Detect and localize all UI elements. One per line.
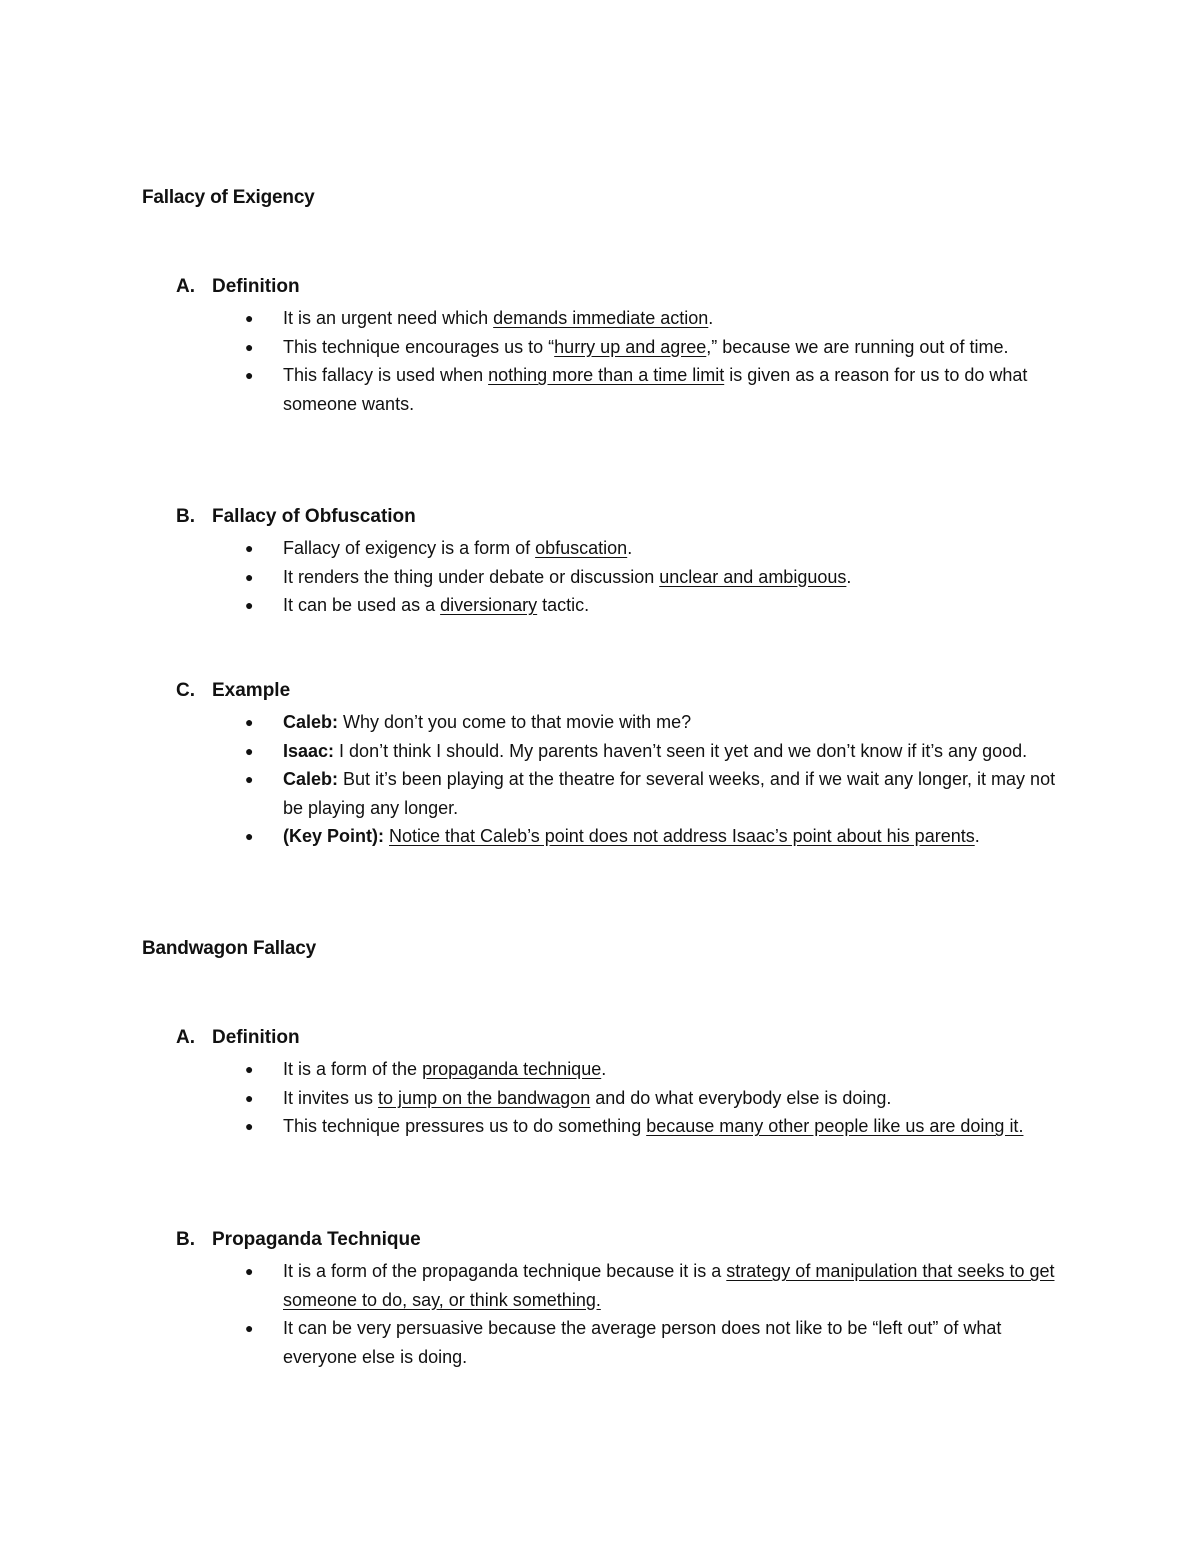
subsection-title: Propaganda Technique (212, 1229, 421, 1250)
bullet-icon: ● (245, 1320, 254, 1336)
subsection-letter: C. (176, 680, 195, 701)
subsection-letter: A. (176, 276, 195, 297)
list-item: ● It is a form of the propaganda technique because it is a strategy of manipulation that seeks to get someone to do, say, or think something. (0, 1257, 1073, 1314)
list-item: ● (Key Point): Notice that Caleb’s point does not address Isaac’s point about his parents. (0, 822, 1073, 851)
bullet-list (0, 708, 1073, 851)
subsection-title: Definition (212, 1027, 300, 1048)
section-title: Fallacy of Exigency (142, 187, 315, 208)
list-item: ● This technique encourages us to “hurry up and agree,” because we are running out of time. (0, 333, 1073, 362)
bullet-icon: ● (245, 1118, 254, 1134)
list-item: ● It is a form of the propaganda technique. (0, 1055, 1073, 1084)
subsection-letter: B. (176, 1229, 195, 1250)
list-item: ● It can be used as a diversionary tactic. (0, 591, 1073, 620)
bullet-icon: ● (245, 771, 254, 787)
list-item: ● Caleb: Why don’t you come to that movie with me? (0, 708, 1073, 737)
list-item: ● This fallacy is used when nothing more than a time limit is given as a reason for us to do what someone wants. (0, 361, 1073, 418)
bullet-icon: ● (245, 310, 254, 326)
bullet-icon: ● (245, 568, 254, 585)
bullet-icon: ● (245, 1263, 254, 1279)
subsection-title: Example (212, 680, 291, 701)
subsection-heading (176, 1027, 300, 1049)
subsection-heading (176, 276, 300, 298)
bullet-icon: ● (245, 540, 254, 556)
subsection-letter: A. (176, 1027, 195, 1048)
subsection-title: Definition (212, 276, 300, 297)
bullet-list (0, 1257, 1073, 1371)
subsection-heading (176, 506, 416, 528)
list-item: ● This technique pressures us to do something because many other people like us are doing it. (0, 1112, 1073, 1141)
list-item: ● It renders the thing under debate or discussion unclear and ambiguous. (0, 563, 1073, 592)
bullet-icon: ● (245, 714, 254, 730)
list-item: ● It can be very persuasive because the average person does not like to be “left out” of what everyone else is doing. (0, 1314, 1073, 1371)
subsection-heading (176, 680, 290, 702)
list-item: ● It invites us to jump on the bandwagon and do what everybody else is doing. (0, 1084, 1073, 1113)
bullet-list (0, 304, 1073, 418)
subsection-heading (176, 1229, 421, 1251)
subsection-letter: B. (176, 506, 195, 527)
bullet-icon: ● (245, 338, 254, 355)
bullet-list (0, 534, 1073, 620)
bullet-icon: ● (245, 828, 254, 844)
list-item: ● Fallacy of exigency is a form of obfuscation. (0, 534, 1073, 563)
bullet-icon: ● (245, 742, 254, 759)
bullet-icon: ● (245, 597, 254, 613)
bullet-list (0, 1055, 1073, 1141)
bullet-icon: ● (245, 1061, 254, 1077)
subsection-title: Fallacy of Obfuscation (212, 506, 416, 527)
section-title: Bandwagon Fallacy (142, 938, 316, 959)
list-item: ● Caleb: But it’s been playing at the theatre for several weeks, and if we wait any longer, it may not be playing any longer. (0, 765, 1073, 822)
bullet-icon: ● (245, 367, 254, 383)
list-item: ● It is an urgent need which demands immediate action. (0, 304, 1073, 333)
list-item: ● Isaac: I don’t think I should. My parents haven’t seen it yet and we don’t know if it’s any good. (0, 737, 1073, 766)
bullet-icon: ● (245, 1089, 254, 1106)
